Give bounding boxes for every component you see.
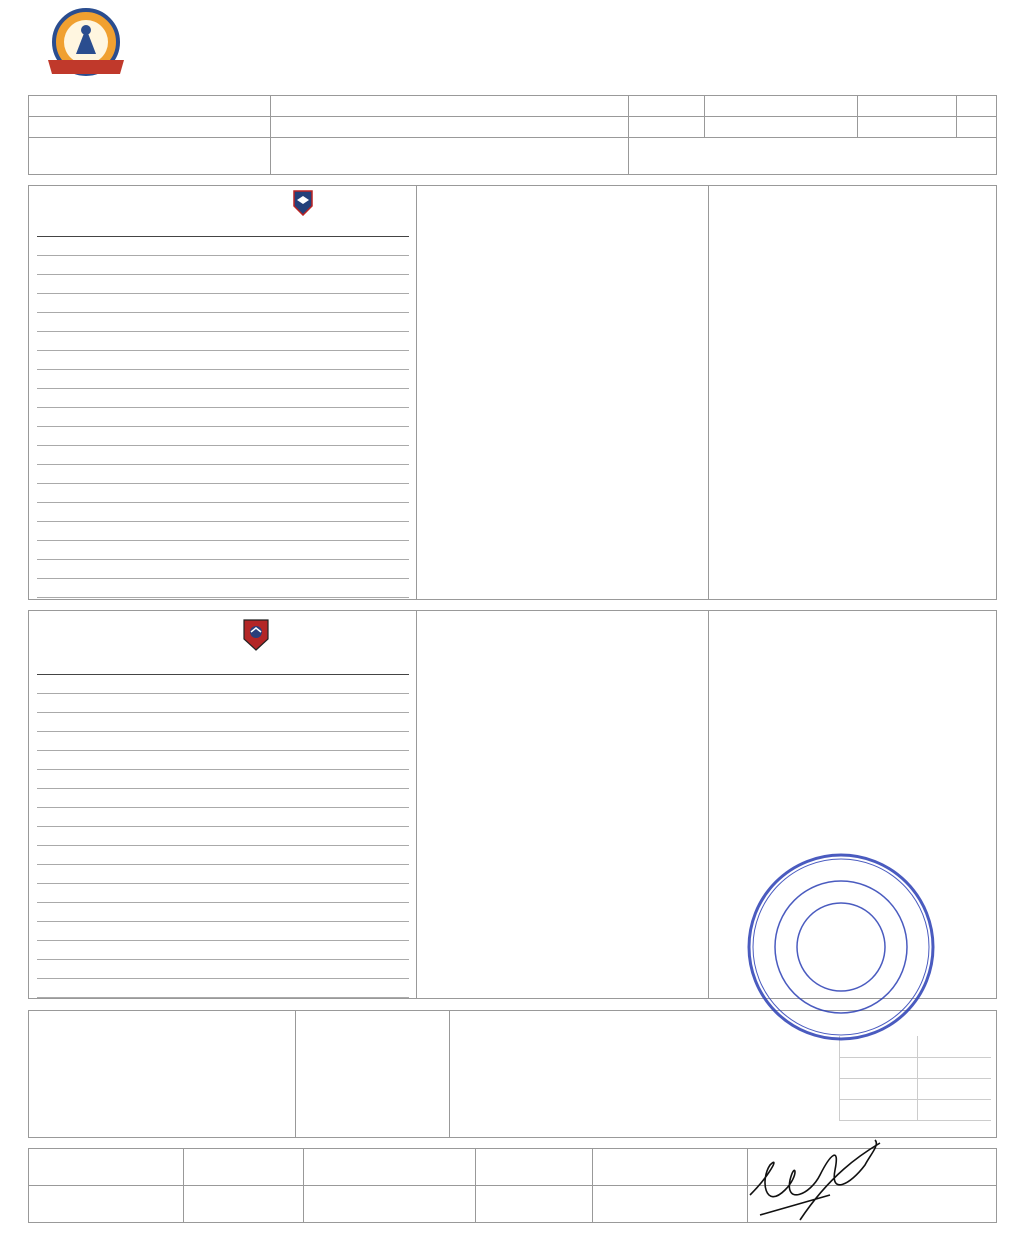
organization-stamp: [746, 852, 936, 1042]
linesman-1-value: [475, 1149, 593, 1186]
linesman-2-label: [303, 1186, 475, 1223]
match-number-value: [956, 96, 996, 117]
end-value: [917, 1057, 991, 1078]
tournament-value: [270, 96, 629, 117]
roster-header: [37, 218, 409, 237]
player-row: [37, 903, 409, 922]
end-label: [840, 1057, 918, 1078]
team-b-goals: [416, 611, 708, 998]
roster-header: [37, 656, 409, 675]
player-row: [37, 941, 409, 960]
player-row: [37, 960, 409, 979]
timeout-a-label: [840, 1078, 918, 1099]
player-row: [37, 446, 409, 465]
timeout-b-label: [840, 1099, 918, 1120]
player-row: [37, 541, 409, 560]
player-row: [37, 884, 409, 903]
game-time-table: [839, 1036, 991, 1121]
player-row: [37, 313, 409, 332]
tournament-logo: [42, 8, 130, 80]
player-row: [37, 427, 409, 446]
venue-value: [270, 117, 629, 138]
player-row: [37, 408, 409, 427]
player-row: [37, 332, 409, 351]
player-row: [37, 503, 409, 522]
video-label: [29, 138, 271, 175]
team-b-logo: [243, 619, 269, 651]
player-row: [37, 237, 409, 256]
player-row: [37, 370, 409, 389]
time-label: [629, 117, 705, 138]
player-row: [37, 579, 409, 598]
signature-value: [183, 1186, 303, 1223]
team-a-logo: [293, 190, 313, 216]
player-row: [37, 808, 409, 827]
main-referee-value: [183, 1149, 303, 1186]
team-a-section: [28, 185, 997, 600]
spectators-value: [956, 117, 996, 138]
spectators-label: [858, 117, 957, 138]
player-row: [37, 694, 409, 713]
player-row: [37, 294, 409, 313]
team-a-goals: [416, 186, 708, 599]
player-row: [37, 979, 409, 998]
player-row: [37, 789, 409, 808]
time-value: [705, 117, 858, 138]
tournament-label: [29, 96, 271, 117]
handwritten-signature: [740, 1135, 890, 1225]
main-referee-label: [29, 1149, 184, 1186]
player-row: [37, 827, 409, 846]
secretary-label: [593, 1186, 748, 1223]
goalie-time-block: [295, 1011, 449, 1137]
player-row: [37, 675, 409, 694]
best-players-cell: [629, 138, 997, 175]
timekeeper-label: [593, 1149, 748, 1186]
linesman-2-value: [475, 1186, 593, 1223]
player-row: [37, 275, 409, 294]
player-row: [37, 560, 409, 579]
match-number-label: [858, 96, 957, 117]
date-label: [629, 96, 705, 117]
player-row: [37, 770, 409, 789]
player-row: [37, 522, 409, 541]
venue-label: [29, 117, 271, 138]
player-row: [37, 351, 409, 370]
player-row: [37, 846, 409, 865]
match-info-table: [28, 95, 997, 175]
team-b-roster: [37, 656, 409, 998]
linesman-1-label: [303, 1149, 475, 1186]
player-row: [37, 256, 409, 275]
player-row: [37, 751, 409, 770]
player-row: [37, 484, 409, 503]
player-row: [37, 865, 409, 884]
player-row: [37, 465, 409, 484]
team-a-roster: [37, 218, 409, 598]
date-value: [705, 96, 858, 117]
player-row: [37, 713, 409, 732]
player-row: [37, 922, 409, 941]
player-row: [37, 732, 409, 751]
team-a-penalties: [708, 186, 996, 599]
signature-label: [29, 1186, 184, 1223]
video-link[interactable]: [270, 138, 629, 175]
player-row: [37, 389, 409, 408]
